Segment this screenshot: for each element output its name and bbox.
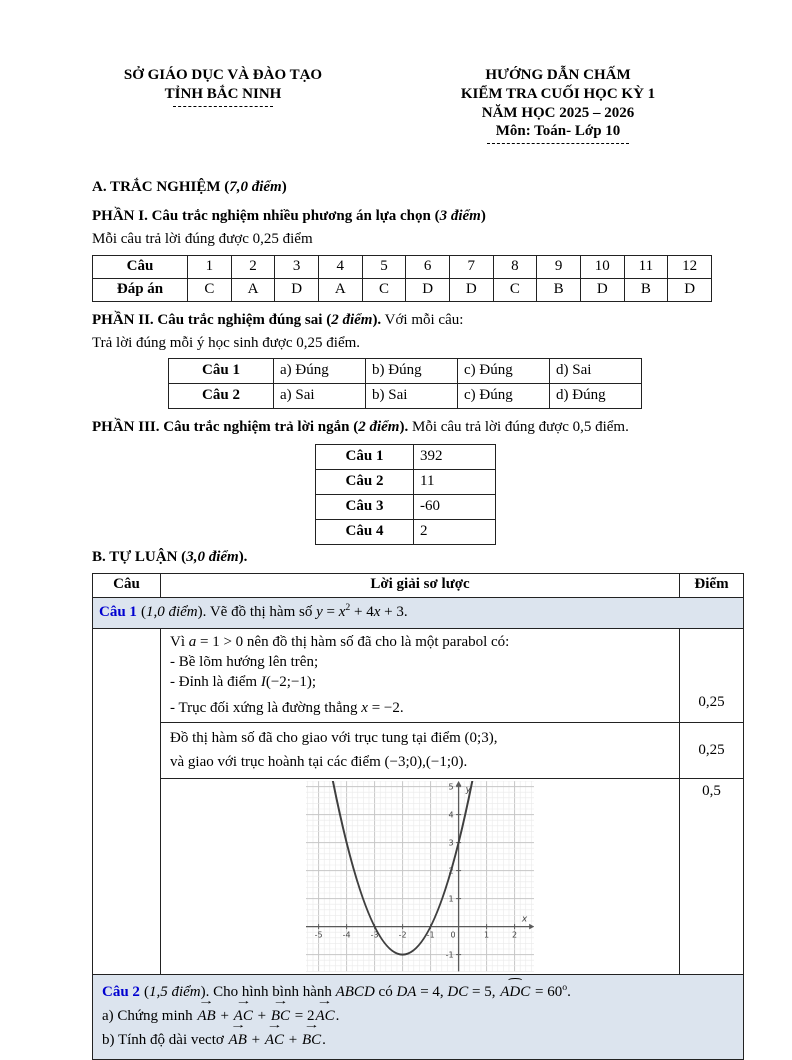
answer-cell: C — [493, 278, 537, 301]
svg-text:4: 4 — [448, 811, 454, 821]
truefalse-cell: b) Đúng — [366, 358, 458, 383]
graph-cell — [161, 779, 680, 974]
phan2-note: Trả lời đúng mỗi ý học sinh được 0,25 điểm. — [92, 335, 361, 351]
points-value: 0,25 — [680, 722, 744, 779]
truefalse-row-label: Câu 1 — [169, 358, 274, 383]
svg-text:-2: -2 — [398, 931, 407, 941]
phan1-question-number-row — [93, 255, 712, 278]
svg-text:x: x — [521, 915, 528, 926]
truefalse-cell: d) Đúng — [550, 383, 642, 408]
question-number-cell: 9 — [537, 255, 581, 278]
essay-header-row — [93, 573, 744, 597]
cau1-graph-row — [93, 779, 744, 974]
svg-text:-5: -5 — [314, 931, 323, 941]
answer-cell: D — [668, 278, 712, 301]
answer-cell: D — [580, 278, 624, 301]
phan1-corner-label: Câu — [93, 255, 188, 278]
question-number-cell: 7 — [449, 255, 493, 278]
answer-cell: D — [406, 278, 450, 301]
solution-line: Vì a = 1 > 0 nên đồ thị hàm số đã cho là một parabol có: — [170, 633, 510, 650]
question-number-cell: 5 — [362, 255, 406, 278]
authority-line-2: TỈNH BẮC NINH — [164, 85, 282, 102]
answer-cell: B — [624, 278, 668, 301]
truefalse-row — [169, 358, 642, 383]
document-header — [92, 66, 744, 144]
svg-text:3: 3 — [448, 839, 454, 849]
graph-container — [306, 781, 534, 971]
short-answer-value: 11 — [414, 470, 496, 495]
cau1-statement: (1,0 điểm). Vẽ đồ thị hàm số $y = x^2 + 4x + 3$. — [140, 602, 408, 621]
short-answer-label: Câu 4 — [316, 520, 414, 545]
truefalse-row-label: Câu 2 — [169, 383, 274, 408]
cau1-solution-step-1 — [161, 628, 680, 722]
essay-header-points: Điểm — [680, 573, 744, 597]
phan1-note: Mỗi câu trả lời đúng được 0,25 điểm — [92, 231, 313, 247]
cau1-problem-row — [93, 597, 744, 628]
solution-line: và giao với trục hoành tại các điểm (−3;0),(−1;0). — [170, 754, 468, 771]
svg-text:2: 2 — [448, 867, 454, 877]
solution-line: - Đỉnh là điểm I(−2;−1); — [170, 673, 317, 690]
document-page — [92, 66, 744, 1060]
short-answer-row — [316, 470, 496, 495]
short-answer-row — [316, 445, 496, 470]
phan3-heading — [92, 418, 744, 438]
cau1-label: Câu 1 — [99, 604, 137, 621]
question-number-cell: 3 — [275, 255, 319, 278]
section-b-title: B. TỰ LUẬN (3,0 điểm). — [92, 549, 248, 565]
phan1-answer-table — [92, 255, 712, 302]
phan2-heading-rest: Với mỗi câu: — [381, 311, 464, 328]
cau2-statement-text: (1,5 điểm). Cho hình bình hành ABCD có DA = 4, DC = 5, ⌢ ADC = $60^o$. — [144, 984, 571, 1000]
doc-title-line-1: HƯỚNG DẪN CHẤM — [485, 67, 631, 83]
answer-cell: B — [537, 278, 581, 301]
truefalse-cell: d) Sai — [550, 358, 642, 383]
cau2-part-a: a) Chứng minh → AB + → AC + → BC = 2→ AC. — [102, 1004, 735, 1028]
answer-cell: D — [449, 278, 493, 301]
truefalse-cell: b) Sai — [366, 383, 458, 408]
cau2-label: Câu 2 — [102, 983, 140, 1000]
question-number-cell: 4 — [318, 255, 362, 278]
issuing-authority-block — [92, 66, 354, 144]
question-number-cell: 11 — [624, 255, 668, 278]
question-number-cell: 10 — [580, 255, 624, 278]
points-value: 0,25 — [680, 628, 744, 722]
header-underline-left — [173, 106, 273, 107]
cau2-problem-cell — [93, 974, 744, 1059]
parabola-plot — [306, 781, 534, 971]
short-answer-label: Câu 3 — [316, 495, 414, 520]
question-number-cell: 6 — [406, 255, 450, 278]
cau1-question-column-spacer — [93, 628, 161, 974]
truefalse-row — [169, 383, 642, 408]
doc-title-line-3: NĂM HỌC 2025 – 2026 — [481, 104, 635, 121]
svg-text:2: 2 — [512, 931, 518, 941]
solution-line: - Trục đối xứng là đường thẳng x = −2. — [170, 699, 404, 716]
answer-cell: C — [362, 278, 406, 301]
svg-text:0: 0 — [450, 931, 456, 941]
svg-text:1: 1 — [484, 931, 490, 941]
svg-text:-4: -4 — [342, 931, 351, 941]
question-number-cell: 12 — [668, 255, 712, 278]
question-number-cell: 8 — [493, 255, 537, 278]
phan3-short-answer-table — [315, 444, 496, 545]
short-answer-value: 2 — [414, 520, 496, 545]
section-a-title: A. TRẮC NGHIỆM (7,0 điểm) — [92, 179, 287, 195]
truefalse-cell: c) Đúng — [458, 383, 550, 408]
svg-text:5: 5 — [448, 783, 454, 793]
doc-title-line-4: Môn: Toán- Lớp 10 — [495, 123, 621, 140]
question-number-cell: 2 — [231, 255, 275, 278]
truefalse-cell: a) Sai — [274, 383, 366, 408]
short-answer-label: Câu 2 — [316, 470, 414, 495]
short-answer-row — [316, 520, 496, 545]
answer-cell: A — [318, 278, 362, 301]
phan3-heading-bold: PHẦN III. Câu trắc nghiệm trả lời ngắn (2 điểm). — [92, 418, 409, 435]
cau2-problem-row — [93, 974, 744, 1059]
authority-line-1: SỞ GIÁO DỤC VÀ ĐÀO TẠO — [123, 67, 323, 83]
phan3-heading-rest: Mỗi câu trả lời đúng được 0,5 điểm. — [408, 418, 629, 435]
svg-text:-3: -3 — [370, 931, 379, 941]
header-underline-right — [487, 143, 629, 144]
phan1-answer-row-label: Đáp án — [93, 278, 188, 301]
essay-solution-table — [92, 573, 744, 1060]
short-answer-row — [316, 495, 496, 520]
truefalse-cell: c) Đúng — [458, 358, 550, 383]
svg-text:y: y — [465, 785, 471, 796]
document-title-block — [402, 66, 714, 144]
truefalse-cell: a) Đúng — [274, 358, 366, 383]
question-number-cell: 1 — [188, 255, 232, 278]
phan2-heading — [92, 311, 744, 331]
doc-title-line-2: KIỂM TRA CUỐI HỌC KỲ 1 — [460, 85, 656, 102]
essay-header-solution: Lời giải sơ lược — [161, 573, 680, 597]
svg-text:-1: -1 — [426, 931, 435, 941]
phan1-heading: PHẦN I. Câu trắc nghiệm nhiều phương án lựa chọn (3 điểm) — [92, 207, 486, 224]
points-value: 0,5 — [680, 779, 744, 974]
cau2-part-b: b) Tính độ dài vectơ → AB + → AC + → BC. — [102, 1028, 735, 1052]
cau1-problem-cell — [93, 597, 744, 628]
phan2-heading-bold: PHẦN II. Câu trắc nghiệm đúng sai (2 điểm). — [92, 311, 382, 328]
short-answer-value: 392 — [414, 445, 496, 470]
answer-cell: C — [188, 278, 232, 301]
answer-cell: A — [231, 278, 275, 301]
cau1-solution-row-1 — [93, 628, 744, 722]
phan1-answer-row — [93, 278, 712, 301]
short-answer-value: -60 — [414, 495, 496, 520]
essay-header-cau: Câu — [93, 573, 161, 597]
answer-cell: D — [275, 278, 319, 301]
phan2-truefalse-table — [168, 358, 642, 409]
svg-text:1: 1 — [448, 895, 454, 905]
solution-line: Đồ thị hàm số đã cho giao với trục tung tại điểm (0;3), — [170, 729, 498, 746]
cau1-solution-row-2 — [93, 722, 744, 779]
svg-text:-1: -1 — [445, 951, 454, 961]
cau1-solution-step-2 — [161, 722, 680, 779]
short-answer-label: Câu 1 — [316, 445, 414, 470]
solution-line: - Bề lõm hướng lên trên; — [170, 653, 319, 670]
